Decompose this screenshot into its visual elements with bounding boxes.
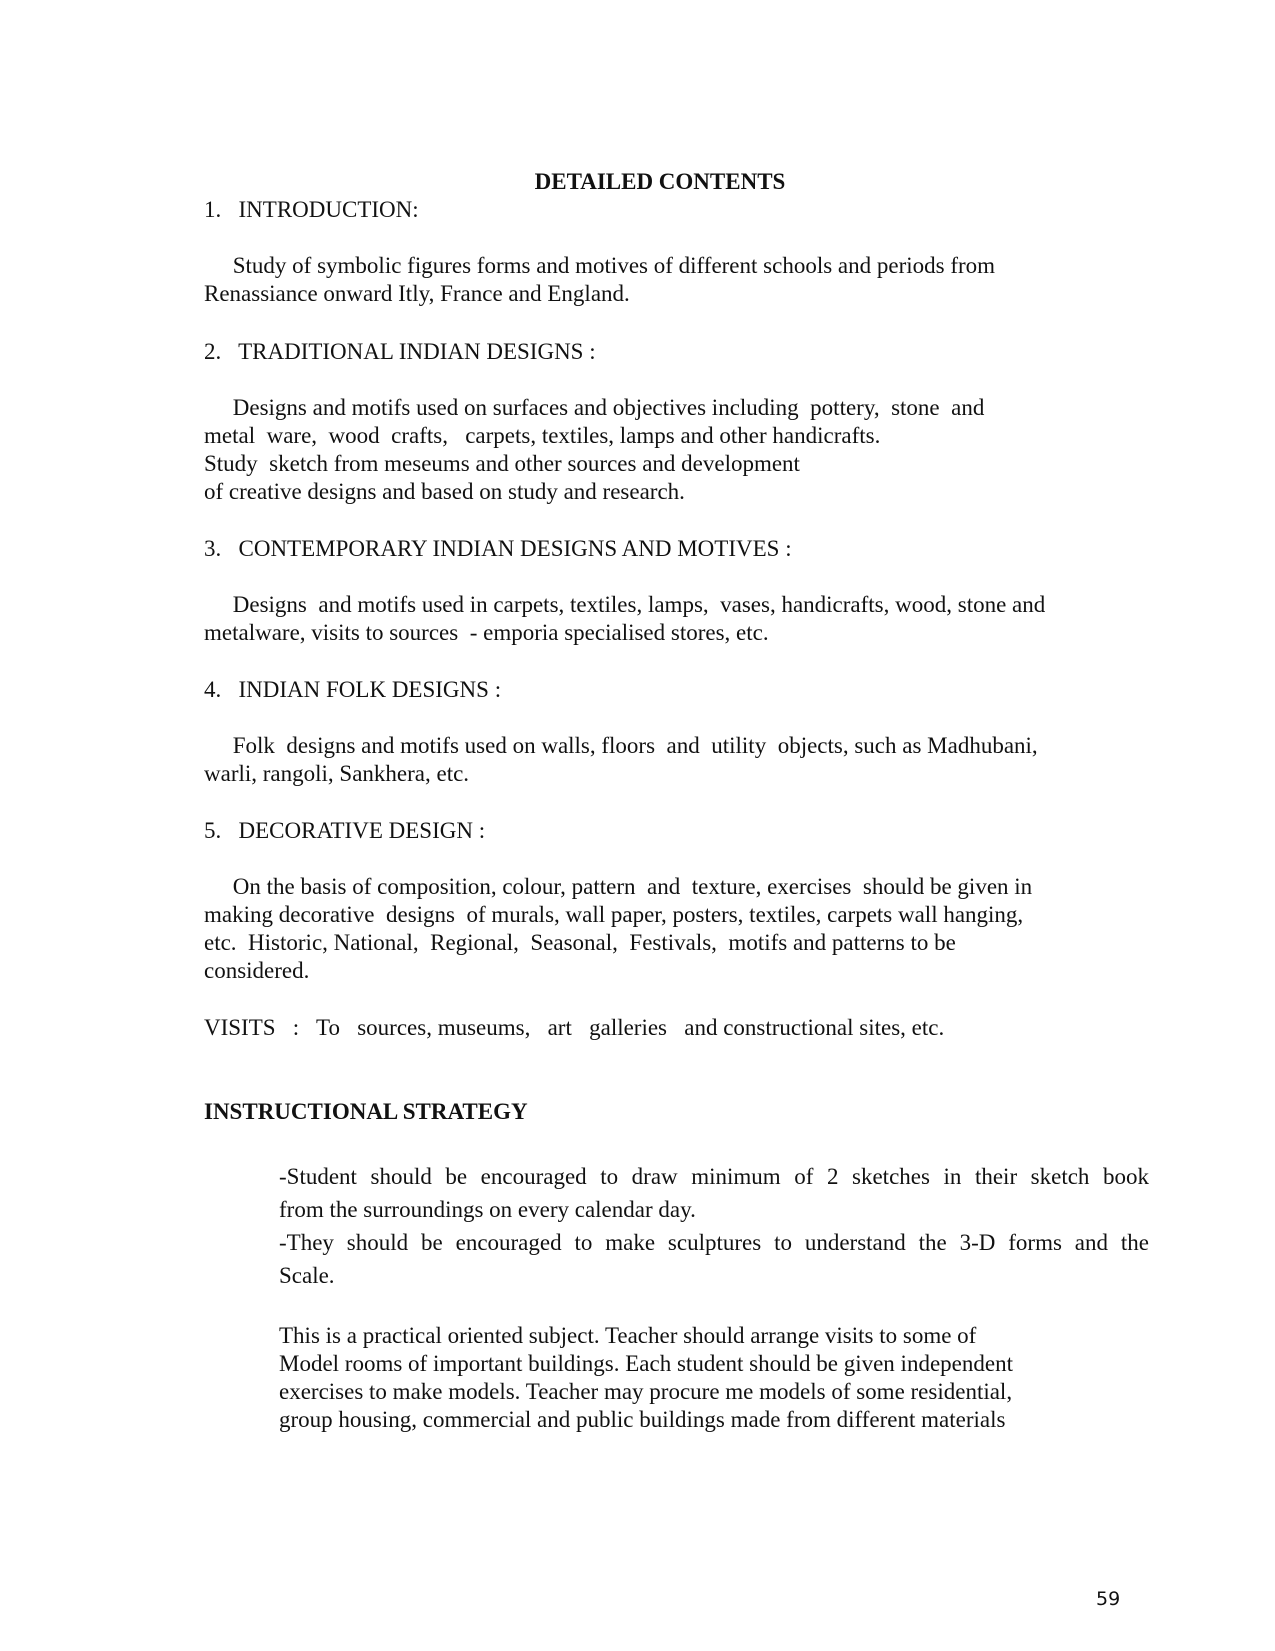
strategy-paragraph-line: Model rooms of important buildings. Each student should be given independent bbox=[279, 1351, 1013, 1376]
strategy-bullet-line: -Student should be encouraged to draw minimum of 2 sketches in their sketch book bbox=[279, 1164, 1149, 1189]
section-text-line: Study of symbolic figures forms and motives of different schools and periods from bbox=[204, 253, 996, 278]
section-heading-contemporary-indian-designs: 3. CONTEMPORARY INDIAN DESIGNS AND MOTIVES : bbox=[204, 536, 792, 561]
visits-line: VISITS : To sources, museums, art galleries and constructional sites, etc. bbox=[204, 1015, 945, 1040]
section-text-line: Study sketch from meseums and other sources and development bbox=[204, 451, 800, 476]
instructional-strategy-heading: INSTRUCTIONAL STRATEGY bbox=[204, 1099, 528, 1124]
page-number: 59 bbox=[1096, 1588, 1121, 1610]
section-heading-indian-folk-designs: 4. INDIAN FOLK DESIGNS : bbox=[204, 677, 502, 702]
section-text-line: considered. bbox=[204, 958, 310, 983]
section-heading-introduction: 1. INTRODUCTION: bbox=[204, 197, 419, 222]
section-text-line: making decorative designs of murals, wall paper, posters, textiles, carpets wall hanging, bbox=[204, 902, 1024, 927]
section-text-line: etc. Historic, National, Regional, Seasonal, Festivals, motifs and patterns to be bbox=[204, 930, 956, 955]
section-text-line: of creative designs and based on study and research. bbox=[204, 479, 685, 504]
strategy-bullet-line: Scale. bbox=[279, 1263, 335, 1288]
page-title: DETAILED CONTENTS bbox=[534, 169, 786, 194]
strategy-paragraph-line: This is a practical oriented subject. Teacher should arrange visits to some of bbox=[279, 1323, 977, 1348]
section-text-line: On the basis of composition, colour, pattern and texture, exercises should be given in bbox=[204, 874, 1033, 899]
section-text-line: metalware, visits to sources - emporia specialised stores, etc. bbox=[204, 620, 769, 645]
section-heading-traditional-indian-designs: 2. TRADITIONAL INDIAN DESIGNS : bbox=[204, 339, 596, 364]
section-text-line: Renassiance onward Itly, France and England. bbox=[204, 281, 630, 306]
strategy-paragraph-line: group housing, commercial and public buildings made from different materials bbox=[279, 1407, 1006, 1432]
strategy-paragraph-line: exercises to make models. Teacher may procure me models of some residential, bbox=[279, 1379, 1013, 1404]
section-text-line: Designs and motifs used in carpets, textiles, lamps, vases, handicrafts, wood, stone and bbox=[204, 592, 1046, 617]
section-heading-decorative-design: 5. DECORATIVE DESIGN : bbox=[204, 818, 486, 843]
section-text-line: warli, rangoli, Sankhera, etc. bbox=[204, 761, 470, 786]
section-text-line: metal ware, wood crafts, carpets, textiles, lamps and other handicrafts. bbox=[204, 423, 881, 448]
section-text-line: Designs and motifs used on surfaces and objectives including pottery, stone and bbox=[204, 395, 985, 420]
section-text-line: Folk designs and motifs used on walls, floors and utility objects, such as Madhubani, bbox=[204, 733, 1038, 758]
strategy-bullet-line: -They should be encouraged to make sculptures to understand the 3-D forms and the bbox=[279, 1230, 1149, 1255]
strategy-bullet-line: from the surroundings on every calendar day. bbox=[279, 1197, 696, 1222]
